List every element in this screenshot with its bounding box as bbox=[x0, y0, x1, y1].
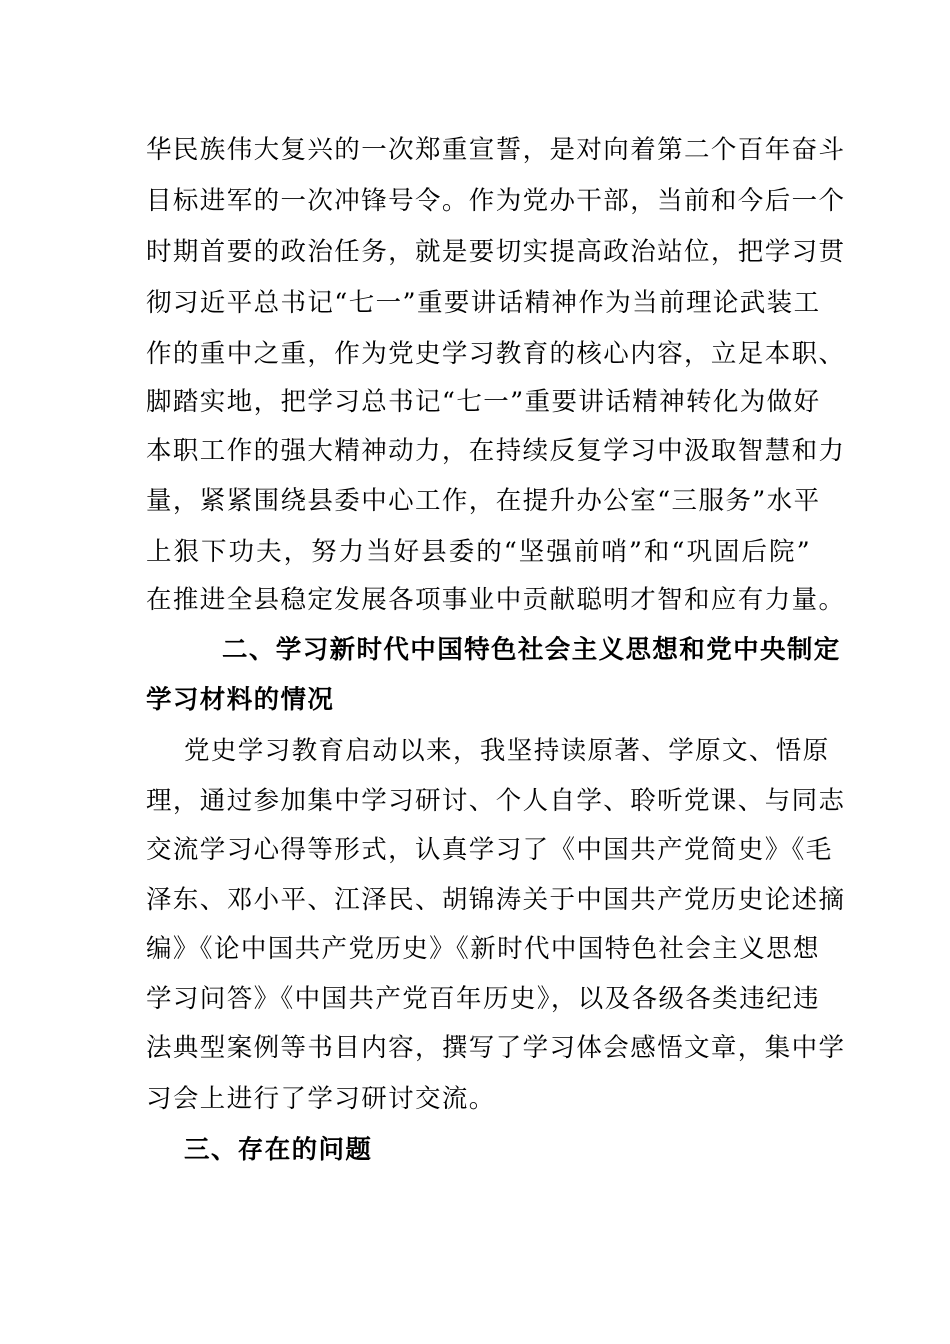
paragraph-line: 目标进军的一次冲锋号令。作为党办干部，当前和今后一个 bbox=[146, 186, 846, 216]
paragraph-line: 习会上进行了学习研讨交流。 bbox=[146, 1084, 496, 1114]
paragraph-line: 本职工作的强大精神动力，在持续反复学习中汲取智慧和力 bbox=[146, 436, 846, 466]
paragraph-line: 学习问答》《中国共产党百年历史》，以及各级各类违纪违 bbox=[146, 984, 820, 1014]
paragraph-line: 法典型案例等书目内容，撰写了学习体会感悟文章，集中学 bbox=[146, 1033, 846, 1063]
paragraph-line: 交流学习心得等形式，认真学习了《中国共产党简史》《毛 bbox=[146, 835, 833, 865]
paragraph-line: 编》《论中国共产党历史》《新时代中国特色社会主义思想 bbox=[146, 934, 820, 964]
section-heading: 三、存在的问题 bbox=[184, 1135, 373, 1165]
paragraph-line: 党史学习教育启动以来，我坚持读原著、学原文、悟原 bbox=[184, 736, 830, 766]
paragraph-line: 时期首要的政治任务，就是要切实提高政治站位，把学习贯 bbox=[146, 237, 846, 267]
paragraph-line: 作的重中之重，作为党史学习教育的核心内容，立足本职、 bbox=[146, 339, 846, 369]
paragraph-line: 彻习近平总书记“七一”重要讲话精神作为当前理论武装工 bbox=[146, 288, 821, 318]
section-heading: 二、学习新时代中国特色社会主义思想和党中央制定 bbox=[222, 635, 841, 665]
paragraph-line: 华民族伟大复兴的一次郑重宣誓，是对向着第二个百年奋斗 bbox=[146, 135, 846, 165]
paragraph-line: 脚踏实地，把学习总书记“七一”重要讲话精神转化为做好 bbox=[146, 387, 821, 417]
paragraph-line: 泽东、邓小平、江泽民、胡锦涛关于中国共产党历史论述摘 bbox=[146, 885, 846, 915]
section-heading: 学习材料的情况 bbox=[146, 685, 335, 715]
paragraph-line: 在推进全县稳定发展各项事业中贡献聪明才智和应有力量。 bbox=[146, 585, 846, 615]
paragraph-line: 理，通过参加集中学习研讨、个人自学、聆听党课、与同志 bbox=[146, 786, 846, 816]
paragraph-line: 量，紧紧围绕县委中心工作，在提升办公室“三服务”水平 bbox=[146, 486, 821, 516]
paragraph-line: 上狠下功夫，努力当好县委的“坚强前哨”和“巩固后院” bbox=[146, 537, 811, 567]
